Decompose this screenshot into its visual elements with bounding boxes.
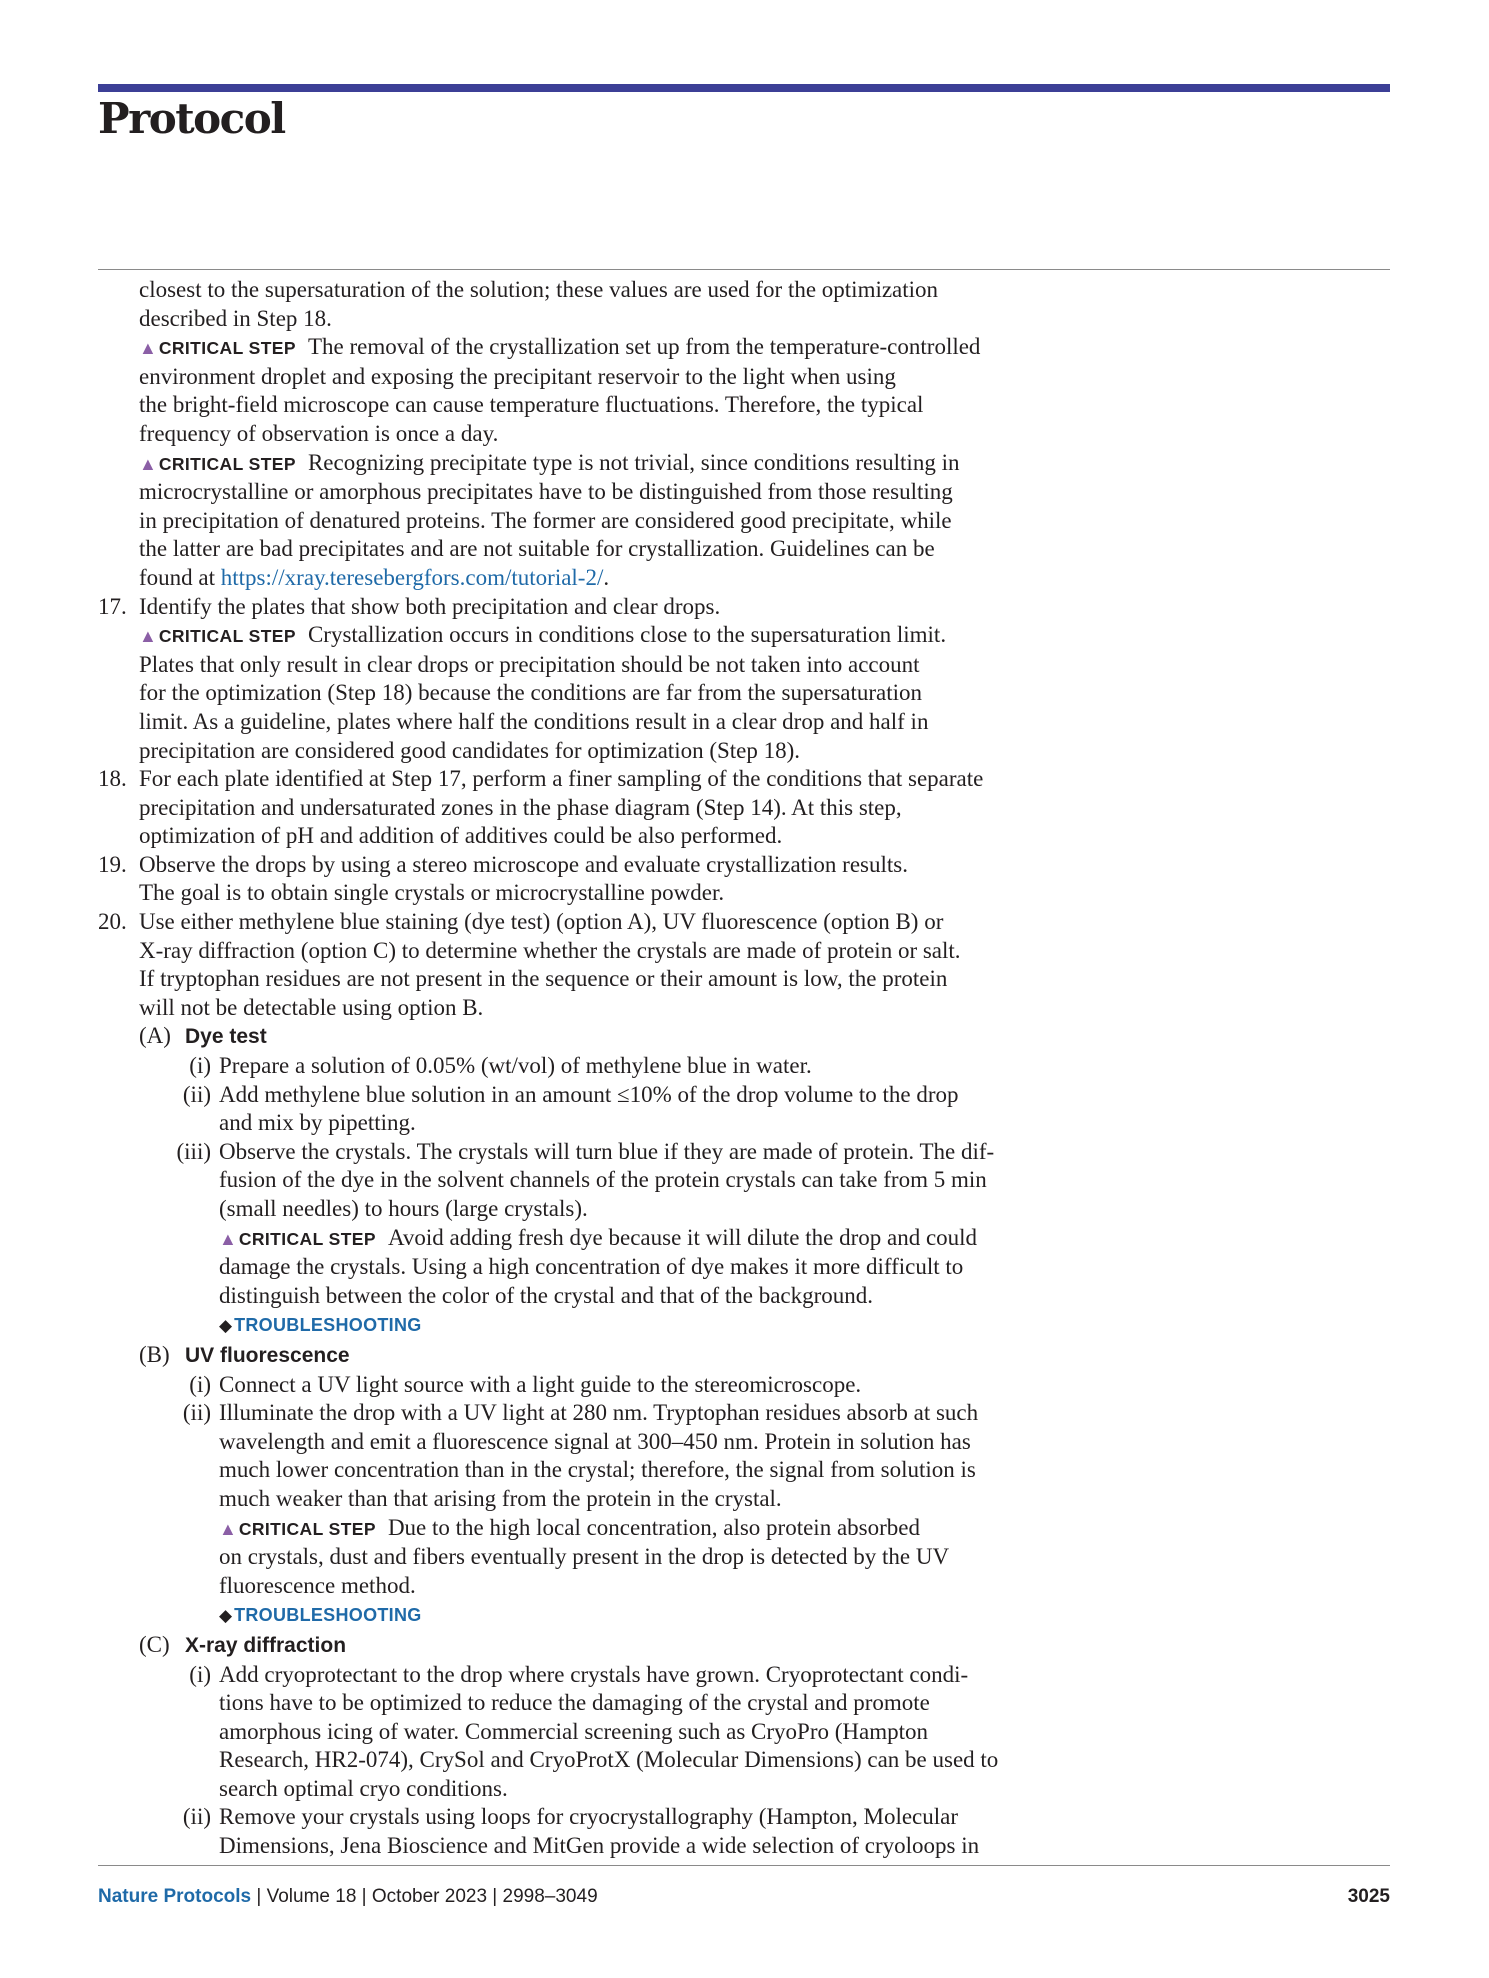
triangle-icon: ▲ (139, 453, 157, 474)
step-number: 20. (98, 909, 127, 935)
step-20: 20. Use either methylene blue staining (dye test) (option A), UV fluorescence (option B) or (98, 908, 1098, 937)
text-line: X-ray diffraction (option C) to determine whether the crystals are made of protein or salt. (139, 937, 961, 963)
critical-step-note (98, 1514, 1098, 1544)
text-line: precipitation and undersaturated zones in the phase diagram (Step 14). At this step, (139, 794, 902, 820)
header-bar (98, 84, 1390, 92)
text-line: amorphous icing of water. Commercial screening such as CryoPro (Hampton (219, 1718, 929, 1744)
text-line: much lower concentration than in the crystal; therefore, the signal from solution is (219, 1457, 976, 1483)
bottom-divider (98, 1865, 1390, 1866)
text-line: on crystals, dust and fibers eventually present in the drop is detected by the UV (219, 1544, 950, 1570)
step-number: 18. (98, 766, 127, 792)
text-line: Research, HR2-074), CrySol and CryoProtX (Molecular Dimensions) can be used to (219, 1747, 999, 1773)
substep: (i) Prepare a solution of 0.05% (wt/vol) of methylene blue in water. (189, 1053, 812, 1079)
substep: (ii) Remove your crystals using loops for cryocrystallography (Hampton, Molecular (182, 1804, 959, 1830)
text-line: the latter are bad precipitates and are not suitable for crystallization. Guidelines can be (139, 536, 935, 562)
option-c-heading: (C) X-ray diffraction (139, 1631, 347, 1657)
triangle-icon: ▲ (139, 338, 157, 359)
step-18: 18. For each plate identified at Step 17, perform a finer sampling of the conditions that separate (98, 765, 1098, 794)
text-line: damage the crystals. Using a high concentration of dye makes it more difficult to (219, 1254, 964, 1280)
step-19: 19. Observe the drops by using a stereo microscope and evaluate crystallization results. (98, 851, 1098, 880)
step-number: 19. (98, 851, 127, 877)
text-line: the bright-field microscope can cause temperature fluctuations. Therefore, the typical (139, 392, 924, 418)
option-a-heading: (A) Dye test (139, 1023, 267, 1049)
text-line: distinguish between the color of the crystal and that of the background. (219, 1282, 874, 1308)
text-line: closest to the supersaturation of the solution; these values are used for the optimization (139, 277, 939, 302)
top-divider (98, 269, 1390, 270)
troubleshooting-link[interactable]: ◆ TROUBLESHOOTING (219, 1315, 422, 1336)
critical-step-note (98, 1224, 1098, 1254)
troubleshooting-link[interactable]: ◆ TROUBLESHOOTING (219, 1605, 422, 1626)
text-line: in precipitation of denatured proteins. The former are considered good precipitate, while (139, 507, 952, 533)
text-line: precipitation are considered good candidates for optimization (Step 18). (139, 737, 801, 763)
text-line: found at https://xray.teresebergfors.com/tutorial-2/. (139, 564, 610, 590)
text-line: optimization of pH and addition of additives could be also performed. (139, 823, 783, 849)
step-17: 17. Identify the plates that show both precipitation and clear drops. (98, 593, 1098, 622)
text-line: Plates that only result in clear drops or precipitation should be not taken into account (139, 651, 920, 677)
critical-step-label: CRITICAL STEP (158, 453, 296, 474)
substep: (ii) Add methylene blue solution in an amount ≤10% of the drop volume to the drop (182, 1081, 959, 1107)
diamond-icon: ◆ (219, 1316, 233, 1336)
text-line: and mix by pipetting. (219, 1110, 416, 1136)
text-line: Due to the high local concentration, also protein absorbed (387, 1514, 920, 1540)
text-line: described in Step 18. (139, 305, 332, 331)
text-line: The removal of the crystallization set up from the temperature-controlled (307, 334, 981, 360)
article-body (98, 276, 1098, 1861)
substep: (i) Add cryoprotectant to the drop where crystals have grown. Cryoprotectant condi- (189, 1661, 969, 1687)
text-line: microcrystalline or amorphous precipitates have to be distinguished from those resulting (139, 479, 953, 505)
substep: (i) Connect a UV light source with a light guide to the stereomicroscope. (189, 1371, 862, 1397)
tutorial-link[interactable]: https://xray.teresebergfors.com/tutorial-2/ (220, 564, 604, 590)
option-b-heading: (B) UV fluorescence (139, 1341, 350, 1367)
text-line: wavelength and emit a fluorescence signal at 300–450 nm. Protein in solution has (219, 1428, 971, 1454)
footer-citation: Nature Protocols | Volume 18 | October 2023 | 2998–3049 (98, 1886, 598, 1907)
text-line: much weaker than that arising from the protein in the crystal. (219, 1485, 782, 1511)
diamond-icon: ◆ (219, 1606, 233, 1626)
critical-step-note (98, 449, 1098, 479)
page-number: 3025 (1347, 1886, 1390, 1907)
step-number: 17. (98, 593, 127, 619)
volume: Volume 18 (266, 1886, 357, 1907)
text-line: If tryptophan residues are not present in the sequence or their amount is low, the protein (139, 966, 948, 992)
critical-step-label: CRITICAL STEP (238, 1228, 376, 1249)
page-range: 2998–3049 (502, 1886, 598, 1907)
text-line: will not be detectable using option B. (139, 994, 484, 1020)
text-line: Avoid adding fresh dye because it will dilute the drop and could (387, 1224, 978, 1250)
substep: (iii) Observe the crystals. The crystals will turn blue if they are made of protein. The dif- (176, 1138, 995, 1164)
issue-date: October 2023 (371, 1886, 488, 1907)
page-title: Protocol (98, 94, 285, 143)
journal-name[interactable]: Nature Protocols (98, 1886, 252, 1907)
critical-step-note (98, 621, 1098, 651)
triangle-icon: ▲ (219, 1518, 237, 1539)
text-line: (small needles) to hours (large crystals). (219, 1196, 588, 1221)
text-line: The goal is to obtain single crystals or microcrystalline powder. (139, 880, 725, 906)
text-line: frequency of observation is once a day. (139, 420, 499, 446)
text-line: environment droplet and exposing the precipitant reservoir to the light when using (139, 363, 896, 389)
text-line: Recognizing precipitate type is not trivial, since conditions resulting in (307, 449, 960, 475)
substep: (ii) Illuminate the drop with a UV light at 280 nm. Tryptophan residues absorb at such (182, 1400, 979, 1426)
triangle-icon: ▲ (139, 626, 157, 647)
critical-step-label: CRITICAL STEP (158, 338, 296, 359)
triangle-icon: ▲ (219, 1228, 237, 1249)
text-line: for the optimization (Step 18) because the conditions are far from the supersaturation (139, 680, 923, 706)
text-line: fusion of the dye in the solvent channels of the protein crystals can take from 5 min (219, 1167, 987, 1193)
text-line: Crystallization occurs in conditions close to the supersaturation limit. (307, 622, 947, 648)
text-line: limit. As a guideline, plates where half the conditions result in a clear drop and half in (139, 708, 929, 734)
critical-step-note (98, 333, 1098, 363)
text-line: fluorescence method. (219, 1572, 416, 1598)
text-line: search optimal cryo conditions. (219, 1775, 508, 1801)
critical-step-label: CRITICAL STEP (158, 626, 296, 647)
text-line: tions have to be optimized to reduce the damaging of the crystal and promote (219, 1690, 930, 1716)
text-line: Dimensions, Jena Bioscience and MitGen provide a wide selection of cryoloops in (219, 1833, 980, 1859)
critical-step-label: CRITICAL STEP (238, 1518, 376, 1539)
